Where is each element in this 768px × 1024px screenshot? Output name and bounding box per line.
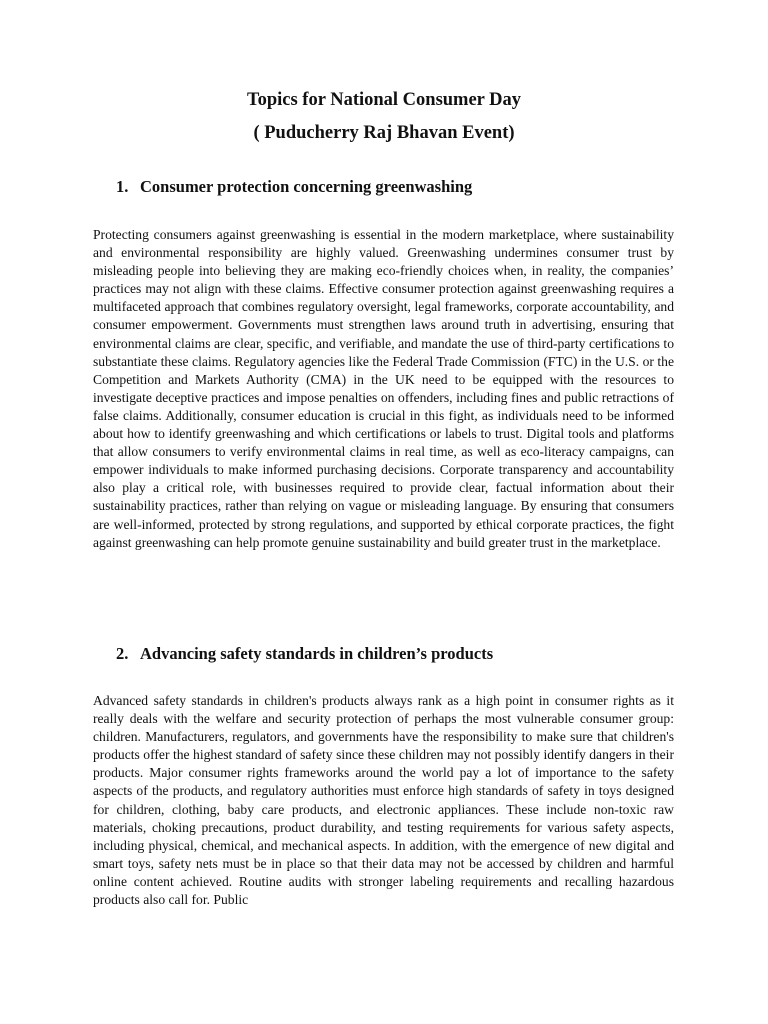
section-number: 1. bbox=[116, 177, 129, 196]
document-title: Topics for National Consumer Day bbox=[246, 90, 522, 110]
section-body-child-safety: Advanced safety standards in children's products always rank as a high point in consumer rights as it really deals with the welfare and security protection of perhaps the most vulnerable consumer group: children. Manufacturers, regulators, and governments have the responsibility to make sure that children's products offer the highest standard of safety since these children may not possibly identify dangers in their products. Major consumer rights frameworks around the world pay a lot of importance to the safety aspects of the products, and regulatory authorities must enforce high standards of safety in toys designed for children, clothing, baby care products, and electronic appliances. These include non-toxic raw materials, choking precautions, product durability, and testing requirements for various safety aspects, including physical, chemical, and mechanical aspects. In addition, with the emergence of new digital and smart toys, safety nets must be in place so that their data may not be accessed by children and harmful online content achieved. Routine audits with stronger labeling requirements and recalling hazardous products also call for. Public bbox=[93, 693, 674, 908]
section-heading-text: Consumer protection concerning greenwashing bbox=[140, 177, 473, 196]
document-subtitle: ( Puducherry Raj Bhavan Event) bbox=[253, 123, 515, 143]
section-heading-greenwashing bbox=[116, 177, 472, 197]
section-heading-text: Advancing safety standards in children’s products bbox=[140, 644, 494, 663]
section-body-greenwashing: Protecting consumers against greenwashing is essential in the modern marketplace, where sustainability and environmental responsibility are highly valued. Greenwashing undermines consumer trust by misleading people into believing they are making eco-friendly choices when, in reality, the companies’ practices may not align with these claims. Effective consumer protection against greenwashing requires a multifaceted approach that combines regulatory oversight, legal frameworks, corporate accountability, and consumer empowerment. Governments must strengthen laws around truth in advertising, ensuring that environmental claims are clear, specific, and verifiable, and mandate the use of third-party certifications to substantiate these claims. Regulatory agencies like the Federal Trade Commission (FTC) in the U.S. or the Competition and Markets Authority (CMA) in the UK need to be equipped with the resources to investigate deceptive practices and impose penalties on offenders, including fines and public retractions of false claims. Additionally, consumer education is crucial in this fight, as individuals need to be informed about how to identify greenwashing and which certifications or labels to trust. Digital tools and platforms that allow consumers to verify environmental claims in real time, as well as eco-literacy campaigns, can empower individuals to make informed purchasing decisions. Corporate transparency and accountability also play a critical role, with businesses required to provide clear, factual information about their sustainability practices, rather than relying on vague or misleading language. By ensuring that consumers are well-informed, protected by strong regulations, and supported by ethical corporate practices, the fight against greenwashing can help promote genuine sustainability and build greater trust in the marketplace. bbox=[93, 227, 674, 550]
section-number: 2. bbox=[116, 644, 129, 663]
section-heading-child-safety bbox=[116, 644, 493, 664]
